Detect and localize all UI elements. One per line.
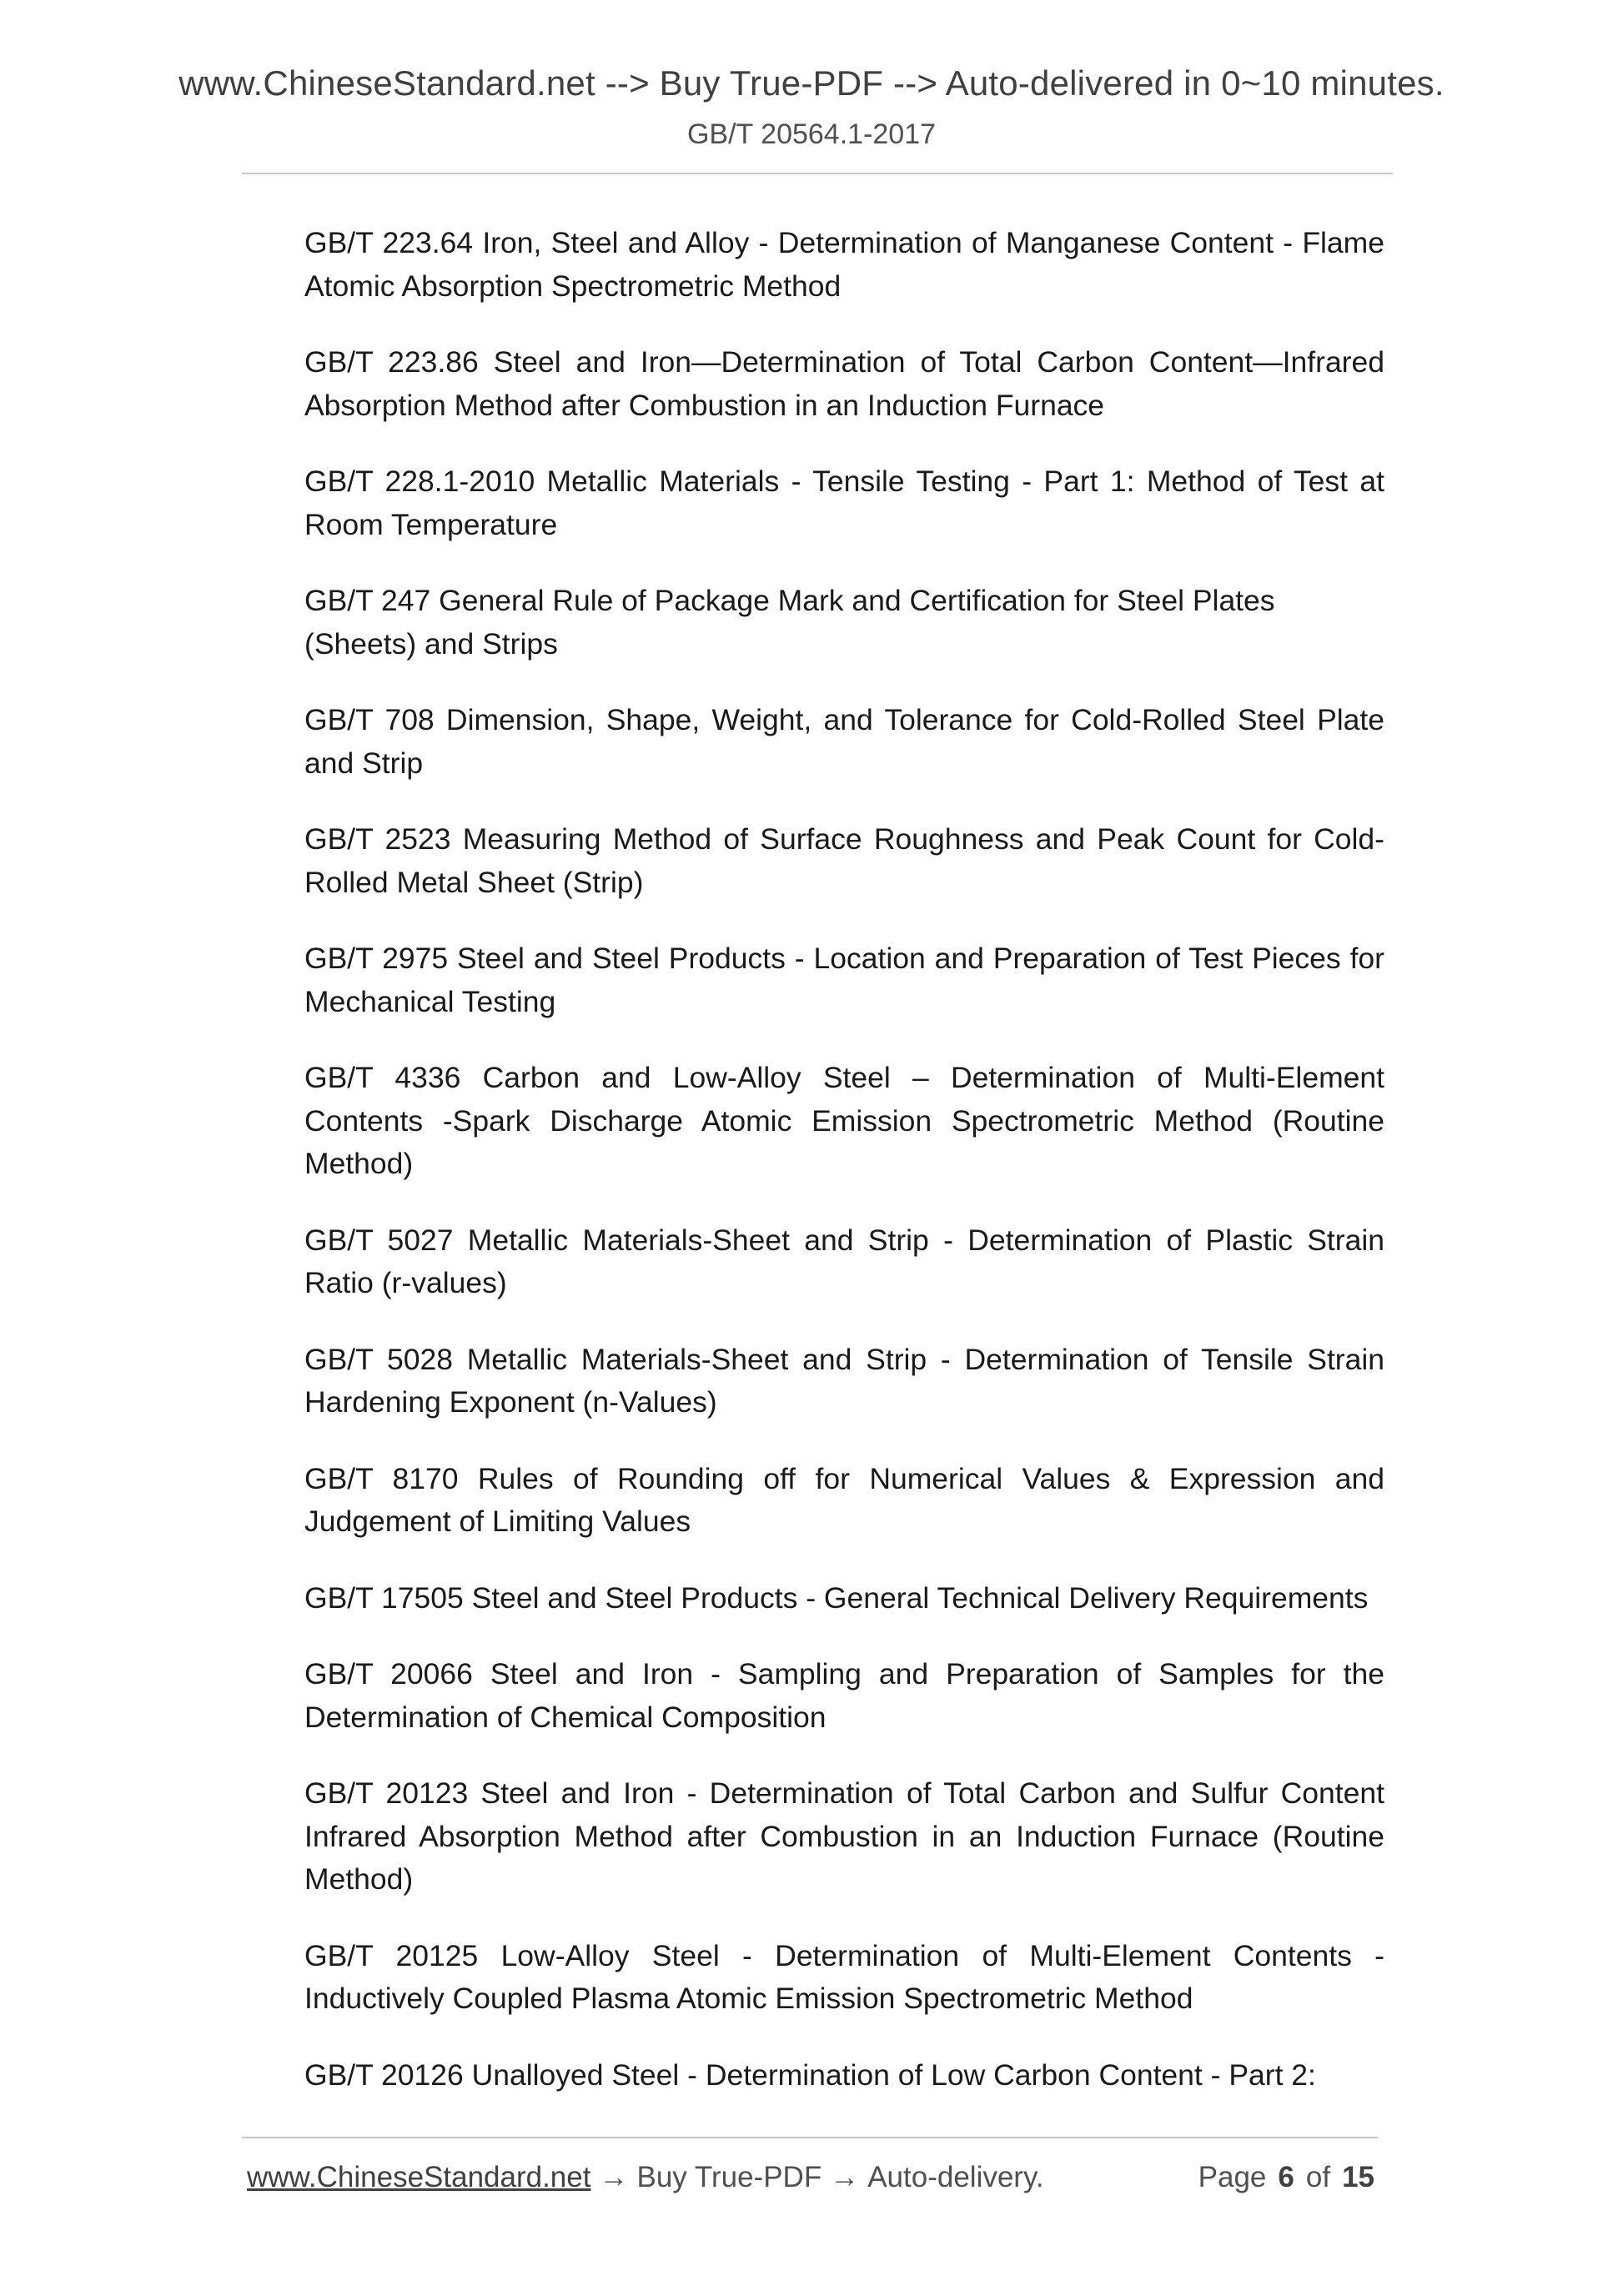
reference-item: GB/T 5028 Metallic Materials-Sheet and Strip - Determination of Tensile Strain Hardening Exponent (n-Values) — [304, 1342, 1384, 1419]
of-label: of — [1305, 2161, 1331, 2193]
reference-item: GB/T 8170 Rules of Rounding off for Numerical Values & Expression and Judgement of Limiting Values — [304, 1461, 1384, 1538]
reference-item: GB/T 20125 Low-Alloy Steel - Determination of Multi-Element Contents - Inductively Coupled Plasma Atomic Emission Spectrometric Method — [304, 1938, 1384, 2015]
page-footer — [247, 2158, 1381, 2197]
arrow-right-icon: → — [599, 2161, 629, 2193]
reference-item: GB/T 708 Dimension, Shape, Weight, and Tolerance for Cold-Rolled Steel Plate and Strip — [304, 703, 1384, 780]
footer-left — [247, 2158, 1044, 2197]
reference-item: GB/T 20123 Steel and Iron - Determination of Total Carbon and Sulfur Content Infrared Absorption Method after Combustion in an Induction Furnace (Routine Method) — [304, 1776, 1384, 1896]
page-counter — [1198, 2158, 1374, 2197]
reference-item: GB/T 2523 Measuring Method of Surface Roughness and Peak Count for Cold-Rolled Metal Sheet (Strip) — [304, 822, 1384, 899]
footer-divider — [242, 2137, 1378, 2138]
page-label: Page — [1198, 2161, 1267, 2193]
header-divider — [242, 173, 1393, 174]
standard-id: GB/T 20564.1-2017 — [686, 118, 937, 150]
reference-item: GB/T 5027 Metallic Materials-Sheet and Strip - Determination of Plastic Strain Ratio (r-values) — [304, 1223, 1384, 1299]
buy-true-pdf-text: Buy True-PDF — [636, 2161, 822, 2193]
reference-item: GB/T 2975 Steel and Steel Products - Location and Preparation of Test Pieces for Mechanical Testing — [304, 942, 1384, 1018]
reference-item: GB/T 20066 Steel and Iron - Sampling and Preparation of Samples for the Determination of Chemical Composition — [304, 1657, 1384, 1734]
auto-delivery-text: Auto-delivery. — [867, 2161, 1044, 2193]
reference-item: GB/T 228.1-2010 Metallic Materials - Tensile Testing - Part 1: Method of Test at Room Temperature — [304, 465, 1384, 541]
reference-item: GB/T 20126 Unalloyed Steel - Determination of Low Carbon Content - Part 2: — [304, 2057, 1316, 2092]
arrow-right-icon: → — [830, 2161, 860, 2193]
page-number: 6 — [1278, 2161, 1294, 2193]
reference-item: GB/T 17505 Steel and Steel Products - General Technical Delivery Requirements — [304, 1580, 1369, 1615]
total-pages: 15 — [1342, 2161, 1374, 2193]
normative-references-list — [304, 222, 1384, 2130]
header-banner: www.ChineseStandard.net --> Buy True-PDF --> Auto-delivered in 0~10 minutes. — [178, 63, 1445, 103]
reference-item: GB/T 4336 Carbon and Low-Alloy Steel – Determination of Multi-Element Contents -Spark Discharge Atomic Emission Spectrometric Method (Routine Method) — [304, 1061, 1384, 1180]
site-link[interactable]: www.ChineseStandard.net — [247, 2161, 591, 2193]
reference-item: GB/T 223.64 Iron, Steel and Alloy - Determination of Manganese Content - Flame Atomic Absorption Spectrometric Method — [304, 226, 1384, 303]
reference-item: GB/T 223.86 Steel and Iron—Determination of Total Carbon Content—Infrared Absorption Method after Combustion in an Induction Furnace — [304, 345, 1384, 422]
reference-item: GB/T 247 General Rule of Package Mark and Certification for Steel Plates (Sheets) and Strips — [304, 584, 1275, 661]
